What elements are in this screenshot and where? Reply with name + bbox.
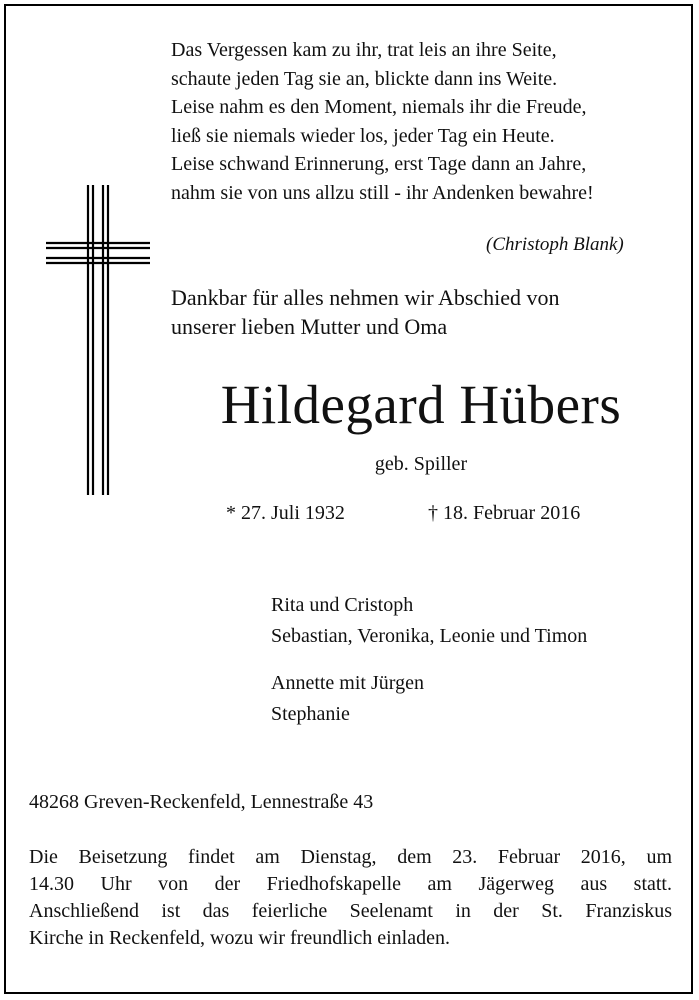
poem bbox=[171, 36, 671, 207]
family-address: 48268 Greven-Reckenfeld, Lennestraße 43 bbox=[29, 791, 374, 813]
poem-line: nahm sie von uns allzu still - ihr Andenken bewahre! bbox=[171, 181, 594, 204]
intro-line: Dankbar für alles nehmen wir Abschied von bbox=[171, 285, 560, 310]
funeral-notice bbox=[29, 844, 672, 952]
poem-line: Leise nahm es den Moment, niemals ihr die Freude, bbox=[171, 96, 587, 118]
notice-line: Anschließend ist das feierliche Seelenamt in der St. Franziskus bbox=[29, 900, 672, 922]
mourners-list bbox=[271, 590, 587, 730]
birth-date: * 27. Juli 1932 bbox=[226, 502, 345, 524]
mourner-line: Sebastian, Veronika, Leonie und Timon bbox=[271, 625, 588, 647]
latin-cross-icon bbox=[46, 185, 150, 495]
poem-line: Leise schwand Erinnerung, erst Tage dann an Jahre, bbox=[171, 153, 587, 175]
poem-line: ließ sie niemals wieder los, jeder Tag ein Heute. bbox=[171, 124, 555, 147]
mourner-line: Rita und Cristoph bbox=[271, 594, 414, 616]
maiden-name: geb. Spiller bbox=[374, 453, 468, 475]
poem-line: Das Vergessen kam zu ihr, trat leis an ihre Seite, bbox=[171, 39, 557, 61]
notice-line: 14.30 Uhr von der Friedhofskapelle am Jägerweg aus statt. bbox=[29, 873, 672, 895]
farewell-intro bbox=[171, 283, 671, 341]
mourner-line: Annette mit Jürgen bbox=[271, 672, 424, 694]
deceased-name: Hildegard Hübers bbox=[220, 374, 622, 435]
death-date: † 18. Februar 2016 bbox=[428, 502, 581, 524]
mourner-line: Stephanie bbox=[271, 703, 350, 725]
intro-line: unserer lieben Mutter und Oma bbox=[171, 314, 448, 339]
notice-line: Die Beisetzung findet am Dienstag, dem 23. Februar 2016, um bbox=[29, 846, 672, 868]
poem-line: schaute jeden Tag sie an, blickte dann ins Weite. bbox=[171, 67, 558, 90]
notice-line: Kirche in Reckenfeld, wozu wir freundlich einladen. bbox=[29, 927, 450, 949]
spacer bbox=[271, 652, 587, 668]
poem-attribution: (Christoph Blank) bbox=[486, 234, 624, 255]
